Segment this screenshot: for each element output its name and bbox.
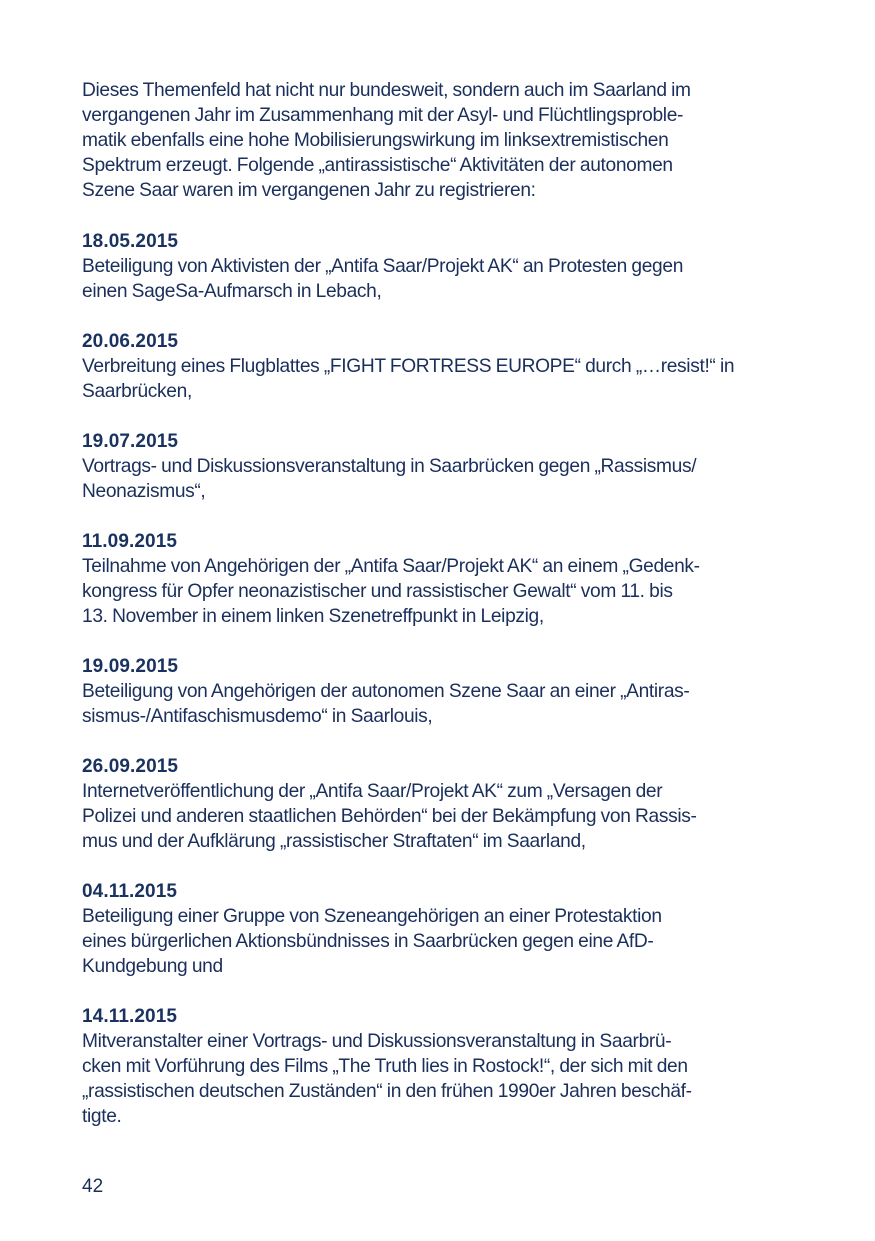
event-line: Saarbrücken, <box>82 381 192 402</box>
intro-line: matik ebenfalls eine hohe Mobilisierungswirkung im linksextremistischen <box>82 130 669 151</box>
event-description <box>82 904 797 979</box>
event-entry <box>82 879 797 979</box>
page-number: 42 <box>82 1176 104 1197</box>
event-description <box>82 354 797 404</box>
intro-line: Dieses Themenfeld hat nicht nur bundesweit, sondern auch im Saarland im <box>82 80 691 101</box>
event-line: Kundgebung und <box>82 956 223 977</box>
event-line: sismus-/Antifaschismusdemo“ in Saarlouis, <box>82 706 433 727</box>
intro-line: vergangenen Jahr im Zusammenhang mit der Asyl- und Flüchtlingsproble- <box>82 105 684 126</box>
event-description <box>82 554 797 629</box>
event-line: einen SageSa-Aufmarsch in Lebach, <box>82 281 382 302</box>
event-line: mus und der Aufklärung „rassistischer Straftaten“ im Saarland, <box>82 831 586 852</box>
event-line: Beteiligung einer Gruppe von Szeneangehörigen an einer Protestaktion <box>82 906 662 927</box>
event-line: Internetveröffentlichung der „Antifa Saar/Projekt AK“ zum „Versagen der <box>82 781 663 802</box>
event-date: 04.11.2015 <box>82 881 178 902</box>
event-line: Polizei und anderen staatlichen Behörden“ bei der Bekämpfung von Rassis- <box>82 806 697 827</box>
event-description <box>82 779 797 854</box>
event-line: tigte. <box>82 1106 122 1127</box>
event-line: Mitveranstalter einer Vortrags- und Diskussionsveranstaltung in Saarbrü- <box>82 1031 672 1052</box>
event-line: kongress für Opfer neonazistischer und rassistischer Gewalt“ vom 11. bis <box>82 581 673 602</box>
event-description <box>82 254 797 304</box>
event-date: 14.11.2015 <box>82 1006 178 1027</box>
event-date: 19.07.2015 <box>82 431 179 452</box>
event-line: Neonazismus“, <box>82 481 206 502</box>
event-entry <box>82 754 797 854</box>
event-line: Verbreitung eines Flugblattes „FIGHT FORTRESS EUROPE“ durch „…resist!“ in <box>82 356 735 377</box>
event-line: Vortrags- und Diskussionsveranstaltung in Saarbrücken gegen „Rassismus/ <box>82 456 697 477</box>
event-line: cken mit Vorführung des Films „The Truth lies in Rostock!“, der sich mit den <box>82 1056 688 1077</box>
event-description <box>82 1029 797 1129</box>
intro-line: Spektrum erzeugt. Folgende „antirassistische“ Aktivitäten der autonomen <box>82 155 673 176</box>
event-line: Beteiligung von Aktivisten der „Antifa Saar/Projekt AK“ an Protesten gegen <box>82 256 684 277</box>
event-date: 19.09.2015 <box>82 656 179 677</box>
event-entry <box>82 1004 797 1129</box>
event-date: 11.09.2015 <box>82 531 178 552</box>
event-line: eines bürgerlichen Aktionsbündnisses in Saarbrücken gegen eine AfD- <box>82 931 654 952</box>
event-line: Beteiligung von Angehörigen der autonomen Szene Saar an einer „Antiras- <box>82 681 690 702</box>
event-description <box>82 679 797 729</box>
intro-paragraph <box>82 78 797 203</box>
event-date: 26.09.2015 <box>82 756 179 777</box>
event-date: 18.05.2015 <box>82 231 179 252</box>
event-line: „rassistischen deutschen Zuständen“ in den frühen 1990er Jahren beschäf- <box>82 1081 692 1102</box>
document-page <box>82 78 797 1154</box>
intro-line: Szene Saar waren im vergangenen Jahr zu registrieren: <box>82 180 536 201</box>
event-line: Teilnahme von Angehörigen der „Antifa Saar/Projekt AK“ an einem „Gedenk- <box>82 556 700 577</box>
event-entry <box>82 654 797 729</box>
event-entry <box>82 329 797 404</box>
event-entry <box>82 429 797 504</box>
event-date: 20.06.2015 <box>82 331 179 352</box>
event-entry <box>82 529 797 629</box>
event-line: 13. November in einem linken Szenetreffpunkt in Leipzig, <box>82 606 544 627</box>
event-entry <box>82 229 797 304</box>
event-description <box>82 454 797 504</box>
